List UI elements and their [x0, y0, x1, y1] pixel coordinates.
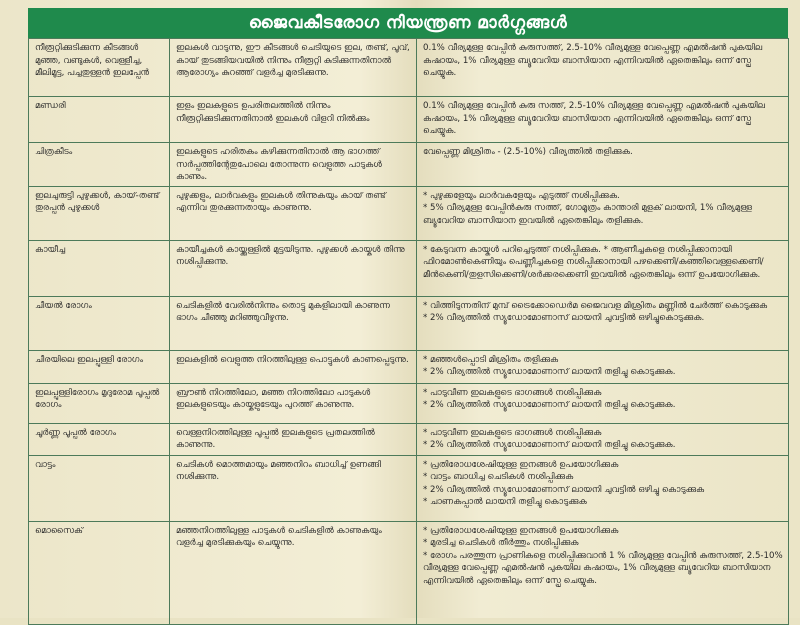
- control-line: 0.1% വീര്യമുള്ള വേപ്പിൻ കുരു സത്ത്, 2.5-10% വീര്യമുള്ള വേപ്പെണ്ണ എമൽഷൻ പുകയില കഷായം, 1% വീര്യമുള്ള ബ്യൂവേറിയ ബാസിയാന എന്നിവയിൽ ഏതെങ്കിലും ഒന്ന് സ്പ്രേ ചെയ്യുക.: [423, 101, 765, 136]
- title-banner: [28, 8, 788, 38]
- control-line: * പ്രതിരോധശേഷിയുള്ള ഇനങ്ങൾ ഉപയോഗിക്കുക: [423, 525, 619, 536]
- pest-cell: ചീയൽ രോഗം: [29, 296, 170, 350]
- pest-cell: മണ്ഡരി: [29, 97, 170, 143]
- symptom-cell: ബ്രൗൺ നിറത്തിലോ, മഞ്ഞ നിറത്തിലോ പാടുകൾ ഇലകളുടെയും കായ്കളുടേയും പുറത്ത് കാണുന്നു.: [170, 383, 417, 423]
- control-cell: [417, 39, 789, 97]
- control-line: * 2% വീര്യത്തിൽ സ്യൂഡോമോണാസ് ലായനി തളിച്ചു കൊടുക്കുക.: [423, 400, 676, 410]
- pest-cell: നീരൂറ്റിക്കുടിക്കുന്ന കീടങ്ങൾ മുഞ്ഞ, വണ്ടുകൾ, വെള്ളീച്ച, മീലിമൂട്ട, പച്ചതുള്ളൻ ഇലപ്പേൻ: [29, 39, 170, 97]
- pest-cell: മൊസൈക്: [29, 521, 170, 624]
- control-line: വേപ്പെണ്ണ മിശ്രിതം - (2.5-10%) വീര്യത്തിൽ തളിക്കുക.: [423, 147, 633, 157]
- symptom-cell: ചെടികൾ മൊത്തമായും മഞ്ഞനിറം ബാധിച്ച് ഉണങ്ങി നശിക്കുന്നു.: [170, 455, 417, 521]
- pest-cell: ചൂർണ്ണ പൂപ്പൽ രോഗം: [29, 423, 170, 455]
- control-cell: [417, 521, 789, 624]
- table-body: [29, 39, 789, 625]
- control-line: * പാടുവീണ ഇലകളുടെ ഭാഗങ്ങൾ നശിപ്പിക്കുക: [423, 427, 602, 438]
- pest-control-table: [28, 38, 789, 625]
- pest-cell: ചീരയിലെ ഇലപ്പുള്ളി രോഗം: [29, 350, 170, 383]
- table-row: [29, 143, 789, 187]
- table-row: [29, 350, 789, 383]
- control-cell: [417, 423, 789, 455]
- control-cell: [417, 143, 789, 187]
- control-line: * പ്രതിരോധശേഷിയുള്ള ഇനങ്ങൾ ഉപയോഗിക്കുക: [423, 459, 619, 470]
- control-line: * 2% വീര്യത്തിൽ സ്യൂഡോമോണാസ് ലായനി ചുവട്ടിൽ ഒഴിച്ചുകൊടുക്കുക.: [423, 313, 705, 323]
- pest-cell: വാട്ടം: [29, 455, 170, 521]
- symptom-cell: പുഴുക്കളും, ലാർവകളും ഇലകൾ തിന്നുകയും കായ് തണ്ട് എന്നിവ തുരക്കുന്നതായും കാണുന്നു.: [170, 186, 417, 240]
- table-row: [29, 383, 789, 423]
- symptom-cell: ഇലകളിൽ വെളുത്ത നിറത്തിലുള്ള പൊട്ടുകൾ കാണപ്പെടുന്നു.: [170, 350, 417, 383]
- control-cell: [417, 240, 789, 296]
- table-row: [29, 521, 789, 624]
- pest-cell: കായീച്ച: [29, 240, 170, 296]
- control-line: * വാട്ടം ബാധിച്ച ചെടികൾ നശിപ്പിക്കുക: [423, 472, 574, 482]
- table-row: [29, 455, 789, 521]
- table-row: [29, 240, 789, 296]
- control-cell: [417, 455, 789, 521]
- pest-cell: ചിത്രകീടം: [29, 143, 170, 187]
- control-line: * വിത്തിടുന്നതിന് മുമ്പ് ട്രൈക്കോഡെർമ ജൈവവള മിശ്രിതം മണ്ണിൽ ചേർത്ത് കൊടുക്കുക: [423, 300, 768, 311]
- table-row: [29, 186, 789, 240]
- control-line: * 5% വീര്യമുള്ള വേപ്പിൻകുരു സത്ത്, ഗോമൂത്രം കാന്താരി മുളക് ലായനി, 1% വീര്യമുള്ള ബ്യൂവേറിയ ബാസിയാന ഇവയിൽ ഏതെങ്കിലും തളിക്കുക.: [423, 203, 752, 226]
- pest-cell: ഇലപ്പുള്ളിരോഗം മൃദുരോമ പൂപ്പൽ രോഗം: [29, 383, 170, 423]
- table-row: [29, 296, 789, 350]
- control-cell: [417, 296, 789, 350]
- control-line: * 2% വീര്യത്തിൽ സ്യൂഡോമോണാസ് ലായനി തളിച്ചു കൊടുക്കുക.: [423, 440, 676, 450]
- symptom-cell: മഞ്ഞനിറത്തിലുള്ള പാടുകൾ ചെടികളിൽ കാണുകയും വളർച്ച മുരടിക്കുകയും ചെയ്യുന്നു.: [170, 521, 417, 624]
- control-line: * കേടുവന്ന കായ്കൾ പറിച്ചെടുത്ത് നശിപ്പിക്കുക. * ആണീച്ചകളെ നശിപ്പിക്കാനായി ഫിറമോൺകെണിയും പെണ്ണീച്ചകളെ നശിപ്പിക്കാനായി പഴക്കെണി/കഞ്ഞിവെള്ളക്കെണി/മീൻകെണി/തുളസിക്കെണി/ശർക്കരക്കെണി ഇവയിൽ ഏതെങ്കിലും ഒന്ന് ഉപയോഗിക്കുക.: [423, 244, 764, 280]
- control-line: * പാടുവീണ ഇലകളുടെ ഭാഗങ്ങൾ നശിപ്പിക്കുക: [423, 387, 602, 398]
- control-cell: [417, 186, 789, 240]
- control-cell: [417, 350, 789, 383]
- symptom-cell: കായീച്ചകൾ കായ്ക്കുള്ളിൽ മുട്ടയിടുന്നു. പുഴുക്കൾ കായ്കൾ തിന്നു നശിപ്പിക്കുന്നു.: [170, 240, 417, 296]
- control-line: * രോഗം പരത്തുന്ന പ്രാണികളെ നശിപ്പിക്കുവാൻ 1 % വീര്യമുള്ള വേപ്പിൻ കുരുസത്ത്, 2.5-10% വീര്യമുള്ള വേപ്പെണ്ണ എമൽഷൻ പുകയില കഷായം, 1% വീര്യമുള്ള ബ്യൂവേറിയ ബാസിയാന എന്നിവയിൽ ഏതെങ്കിലും ഒന്ന് സ്പ്രേ ചെയ്യുക.: [423, 550, 783, 586]
- pest-cell: ഇലചുരുട്ടി പുഴുക്കൾ, കായ്-തണ്ട് തുരപ്പൻ പുഴുക്കൾ: [29, 186, 170, 240]
- control-cell: [417, 97, 789, 143]
- control-line: * പുഴുക്കളേയും ലാർവകളേയും എടുത്ത് നശിപ്പിക്കുക.: [423, 190, 620, 201]
- symptom-cell: ഇലകളുടെ ഹരിതകം കഴിക്കുന്നതിനാൽ ആ ഭാഗത്ത് സർപ്പത്തിന്റേതുപോലെ തോന്നുന്ന വെളുത്ത പാടുകൾ കാണും.: [170, 143, 417, 187]
- symptom-cell: ഇലകൾ വാടുന്നു, ഈ കീടങ്ങൾ ചെടിയുടെ ഇല, തണ്ട്, പൂവ്, കായ് തുടങ്ങിയവയിൽ നിന്നും നീരൂറ്റി കുടിക്കുന്നതിനാൽ ആരോഗ്യം കുറഞ്ഞ് വളർച്ച മുരടിക്കുന്നു.: [170, 39, 417, 97]
- control-line: * ചാണകപ്പാൽ ലായനി തളിച്ചു കൊടുക്കുക: [423, 497, 587, 507]
- control-cell: [417, 383, 789, 423]
- control-line: * 2% വീര്യത്തിൽ സ്യൂഡോമോണാസ് ലായനി ചുവട്ടിൽ ഒഴിച്ചു കൊടുക്കുക: [423, 484, 705, 495]
- control-line: * മഞ്ഞൾപ്പൊടി മിശ്രിതം തളിക്കുക: [423, 354, 559, 365]
- table-row: [29, 97, 789, 143]
- table-row: [29, 39, 789, 97]
- symptom-cell: ചെടികളിൽ വേരിൽനിന്നും തൊട്ടു മുകളിലായി കാണുന്ന ഭാഗം ചീഞ്ഞു മറിഞ്ഞുവീഴുന്നു.: [170, 296, 417, 350]
- control-line: * മുരടിച്ച ചെടികൾ തീർത്തും നശിപ്പിക്കുക: [423, 538, 579, 548]
- table-row: [29, 423, 789, 455]
- symptom-cell: ഇളം ഇലകളുടെ ഉപരിതലത്തിൽ നിന്നും നീരൂറ്റിക്കുടിക്കുന്നതിനാൽ ഇലകൾ വിളറി നിൽക്കും: [170, 97, 417, 143]
- page-title: ജൈവകീടരോഗ നിയന്ത്രണ മാർഗ്ഗങ്ങൾ: [248, 13, 568, 33]
- control-line: 0.1% വീര്യമുള്ള വേപ്പിൻ കുരുസത്ത്, 2.5-10% വീര്യമുള്ള വേപ്പെണ്ണ എമൽഷൻ പുകയില കഷായം, 1% വീര്യമുള്ള ബ്യൂവേറിയ ബാസിയാന എന്നിവയിൽ ഏതെങ്കിലും ഒന്ന് സ്പ്രേ ചെയ്യുക.: [423, 43, 763, 78]
- symptom-cell: വെള്ളനിറത്തിലുള്ള പൂപ്പൽ ഇലകളുടെ പ്രതലത്തിൽ കാണുന്നു.: [170, 423, 417, 455]
- control-line: * 2% വീര്യത്തിൽ സ്യൂഡോമോണാസ് ലായനി തളിച്ചു കൊടുക്കുക.: [423, 367, 676, 377]
